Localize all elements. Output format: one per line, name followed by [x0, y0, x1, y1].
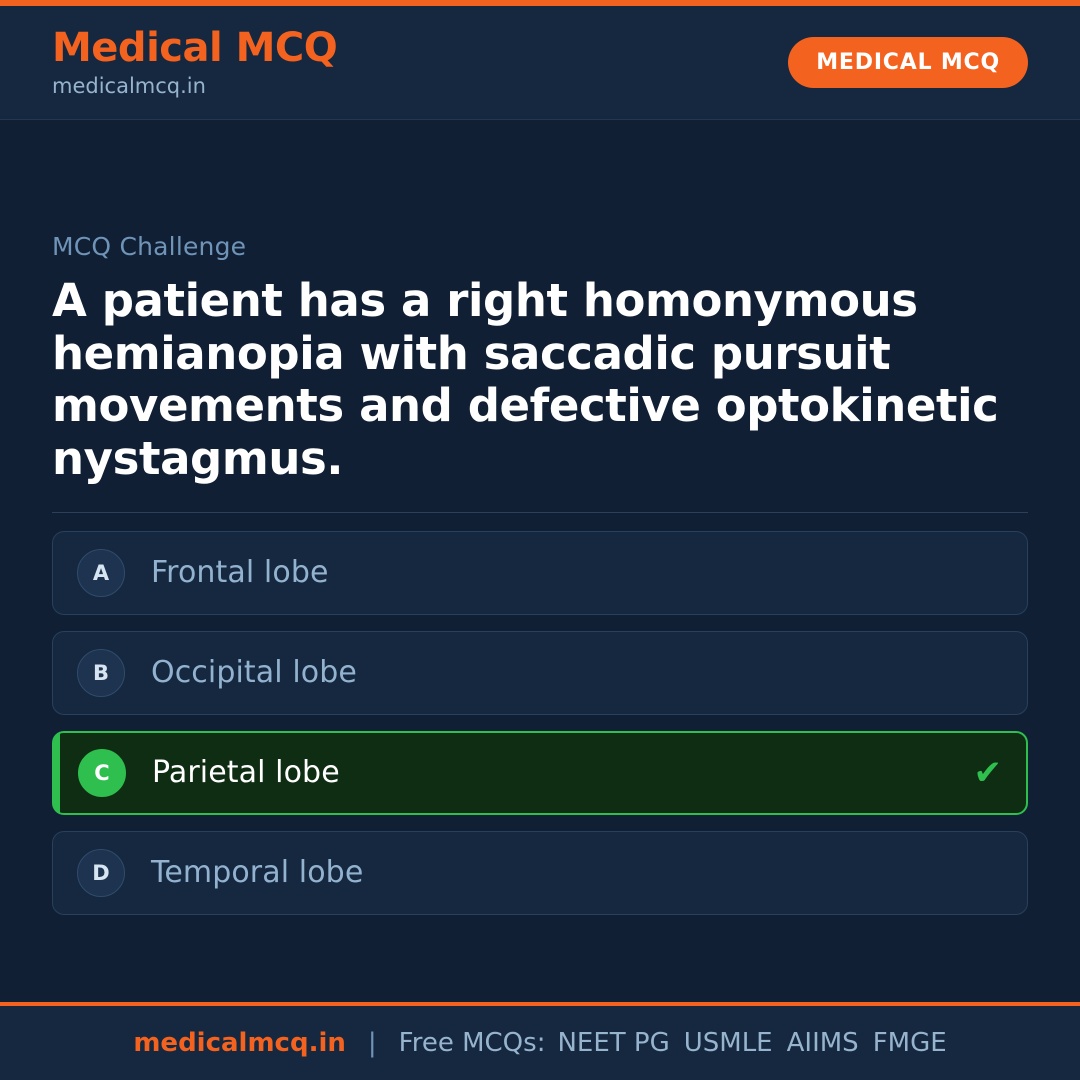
check-icon: ✔ — [973, 752, 1002, 793]
question-area — [0, 120, 1080, 1002]
options-list — [52, 531, 1028, 915]
question-divider — [52, 512, 1028, 513]
option-c[interactable] — [52, 731, 1028, 815]
question-text: A patient has a right homonymous hemianopia with saccadic pursuit movements and defective optokinetic nystagmus. — [52, 274, 999, 485]
option-d-label: Temporal lobe — [151, 855, 364, 891]
footer-label: Free MCQs: — [398, 1028, 546, 1058]
footer-exam-fmge: FMGE — [872, 1028, 947, 1058]
option-b[interactable] — [52, 631, 1028, 715]
footer-exam-aiims: AIIMS — [786, 1028, 859, 1058]
footer-separator: | — [367, 1028, 377, 1058]
brand-title: Medical MCQ — [52, 25, 338, 72]
section-kicker: MCQ Challenge — [52, 232, 247, 261]
brand-subtitle: medicalmcq.in — [52, 73, 206, 98]
option-b-label: Occipital lobe — [151, 655, 357, 691]
option-c-label: Parietal lobe — [152, 755, 340, 791]
header-badge: MEDICAL MCQ — [788, 37, 1028, 88]
header-bar — [0, 6, 1080, 120]
option-d[interactable] — [52, 831, 1028, 915]
option-c-letter: C — [78, 749, 126, 797]
footer-exam-usmle: USMLE — [683, 1028, 773, 1058]
option-a[interactable] — [52, 531, 1028, 615]
footer-exam-neetpg: NEET PG — [557, 1028, 670, 1058]
option-b-letter: B — [77, 649, 125, 697]
footer-site-link[interactable]: medicalmcq.in — [133, 1028, 346, 1058]
brand-block — [52, 27, 337, 97]
option-d-letter: D — [77, 849, 125, 897]
option-a-label: Frontal lobe — [151, 555, 329, 591]
footer-bar — [0, 1006, 1080, 1080]
option-a-letter: A — [77, 549, 125, 597]
